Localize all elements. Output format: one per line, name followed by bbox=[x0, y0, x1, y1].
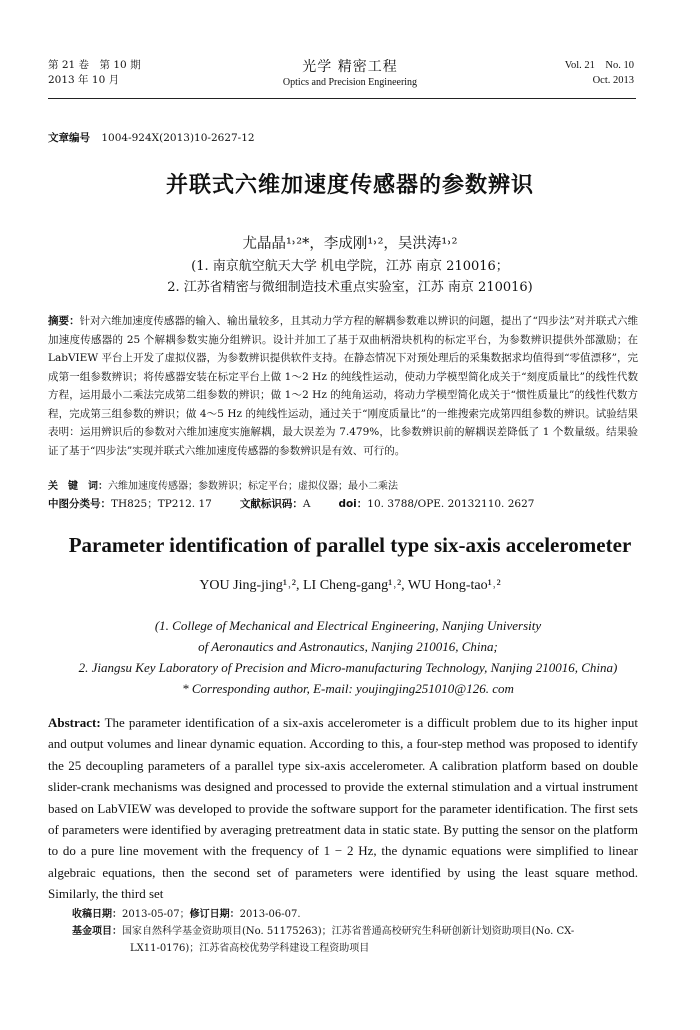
doi-value: 10. 3788/OPE. 20132110. 2627 bbox=[367, 498, 535, 510]
doi-label: doi： bbox=[338, 498, 368, 510]
footnotes bbox=[72, 906, 638, 957]
keywords-cn bbox=[48, 479, 638, 495]
authors-cn: 尤晶晶¹˒²*，李成刚¹˒²，吴洪涛¹˒² bbox=[242, 236, 458, 252]
journal-name-en: Optics and Precision Engineering bbox=[282, 77, 418, 88]
fund-line-1: 国家自然科学基金资助项目(No. 51175263)；江苏省普通高校研究生科研创新计划资助项目(No. CX- bbox=[122, 926, 575, 937]
abstract-en bbox=[48, 712, 638, 905]
doc-code-label: 文献标识码： bbox=[239, 498, 303, 510]
date-en: Oct. 2013 bbox=[592, 75, 634, 86]
revised-date: 2013-06-07. bbox=[239, 909, 301, 920]
affiliation-cn-2: 2. 江苏省精密与微细制造技术重点实验室，江苏 南京 210016) bbox=[167, 280, 533, 295]
header-right bbox=[565, 58, 634, 88]
affiliations-cn bbox=[0, 256, 700, 298]
article-number-label: 文章编号 bbox=[48, 132, 90, 144]
volume-issue-cn: 第 21 卷 第 10 期 bbox=[48, 59, 141, 71]
article-number bbox=[48, 130, 255, 145]
volume-issue-en: Vol. 21 No. 10 bbox=[564, 60, 634, 71]
keywords-cn-label: 关 键 词： bbox=[48, 481, 108, 492]
affiliation-en-1b: of Aeronautics and Astronautics, Nanjing 210016, China; bbox=[198, 639, 498, 654]
received-date: 2013-05-07； bbox=[122, 909, 190, 920]
affiliation-en-2: 2. Jiangsu Key Laboratory of Precision and Micro-manufacturing Technology, Nanjing 210016, China) bbox=[78, 660, 618, 675]
keywords-cn-text: 六维加速度传感器；参数辨识；标定平台；虚拟仪器；最小二乘法 bbox=[108, 481, 398, 492]
fund-line-2: LX11-0176)；江苏省高校优势学科建设工程资助项目 bbox=[130, 943, 370, 954]
affiliations-en bbox=[48, 615, 648, 699]
date-cn: 2013 年 10 月 bbox=[48, 74, 120, 86]
revised-label: 修订日期： bbox=[189, 909, 240, 920]
clc-value: TH825；TP212. 17 bbox=[111, 498, 212, 510]
header-rule bbox=[48, 98, 636, 99]
affiliation-cn-1: (1. 南京航空航天大学 机电学院，江苏 南京 210016； bbox=[191, 259, 509, 274]
abstract-cn-label: 摘要： bbox=[48, 315, 80, 327]
abstract-cn-text: 针对六维加速度传感器的输入、输出量较多，且其动力学方程的解耦参数难以辨识的问题，提出了“四步法”对并联式六维加速度传感器的 25 个解耦参数实施分组辨识。设计并加工了基于双曲柄滑块机构的标定平台，为参数辨识提供外部激励；在 LabVIEW 平台上开发了虚拟仪器，为参数辨识提供软件支持。在静态情况下对预处理后的采集数据求均值得到“零值漂移”，完成第一组参数辨识；将传感器安装在标定平台上做 1～2 Hz 的纯线性运动，使动力学模型简化成关于“刻度质量比”的线性代数方程，运用最小二乘法完成第二组参数的辨识；做 1～2 Hz 的纯角运动，将动力学模型简化成关于“惯性质量比”的线性代数方程，完成第三组参数的辨识；做 4～5 Hz 的纯线性运动，通过关于“刚度质量比”的一维搜索完成第四组参数的辨识。试验结果表明：运用辨识后的参数对六维加速度实施解耦，最大误差为 7.479%，比参数辨识前的解耦误差降低了 1 个数量级。结果验证了基于“四步法”实现并联式六维加速度传感器的参数辨识是有效、可行的。 bbox=[48, 315, 639, 457]
abstract-cn bbox=[48, 312, 638, 460]
title-en: Parameter identification of parallel type six-axis accelerometer bbox=[68, 533, 632, 557]
classification-line bbox=[48, 496, 638, 512]
corresponding-author: * Corresponding author, E-mail: youjingjing251010@126. com bbox=[182, 681, 514, 696]
dates-footnote bbox=[72, 906, 638, 923]
abstract-en-text: The parameter identification of a six-axis accelerometer is a difficult problem due to its higher input and output volumes and linear dynamic equation. According to this, a four-step method was proposed to identify the 25 decoupling parameters of a parallel type six-axis accelerometer. A calibration platform based on double slider-crank mechanisms was designed and processed to provide the external stimulation and a virtual instrument based on LabVIEW was developed to provide the software support for the parameter identification. The first sets of parameters were identified by averaging pretreatment data in static state. By putting the sensor on the platform to do a pure line movement with the frequency of 1 − 2 Hz, the dynamic equations were simplified to linear algebraic equations, then the second set of parameters were identified by using the least square method. Similarly, the third set bbox=[48, 715, 638, 902]
affiliation-en-1: (1. College of Mechanical and Electrical Engineering, Nanjing University bbox=[154, 618, 542, 633]
journal-name-cn: 光学 精密工程 bbox=[302, 59, 398, 75]
received-label: 收稿日期： bbox=[72, 909, 122, 920]
doc-code-value: A bbox=[302, 498, 311, 510]
fund-footnote bbox=[72, 923, 638, 940]
clc-label: 中图分类号： bbox=[48, 498, 111, 510]
article-number-value: 1004-924X(2013)10-2627-12 bbox=[101, 132, 255, 144]
abstract-en-label: Abstract: bbox=[48, 715, 101, 730]
authors-en: YOU Jing-jing¹˒², LI Cheng-gang¹˒², WU Hong-tao¹˒² bbox=[199, 578, 501, 593]
running-header bbox=[0, 58, 700, 98]
title-cn: 并联式六维加速度传感器的参数辨识 bbox=[165, 173, 534, 198]
fund-label: 基金项目： bbox=[72, 926, 122, 937]
